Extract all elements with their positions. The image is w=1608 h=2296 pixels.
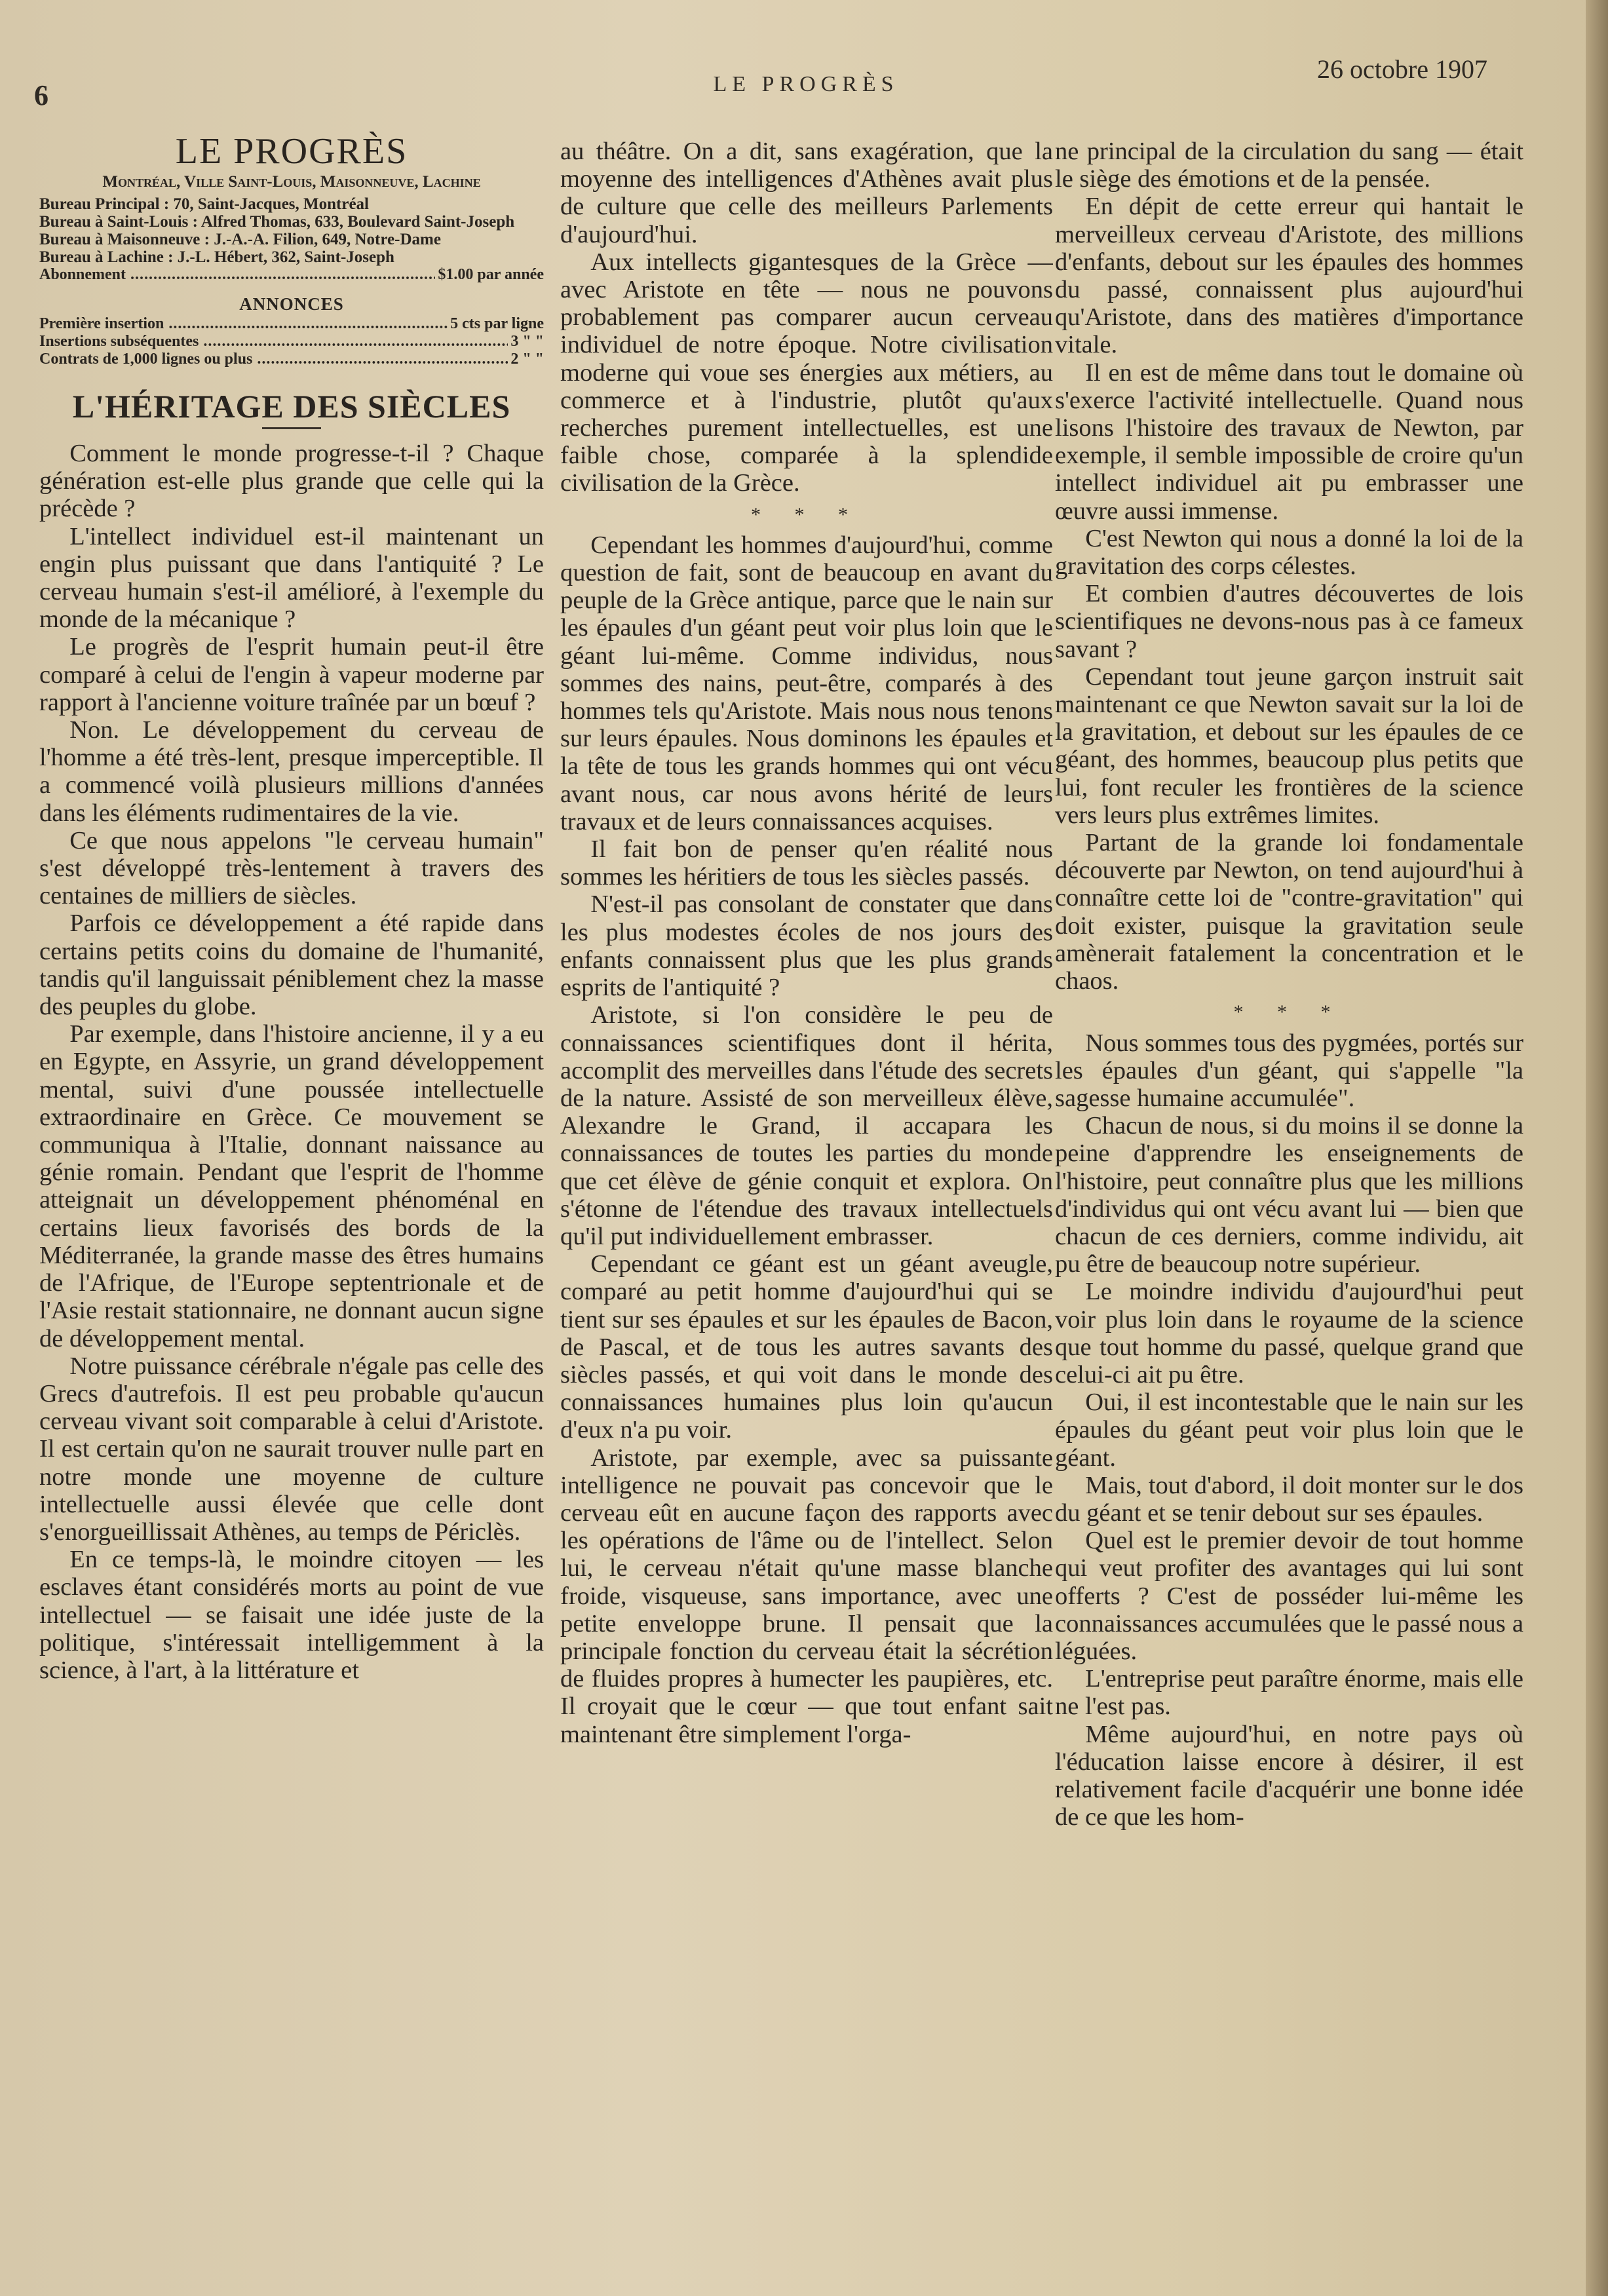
paragraph: Même aujourd'hui, en notre pays où l'éducation laisse encore à désirer, il est relativement facile d'acquérir une bonne idée de ce que les hom- (1055, 1720, 1523, 1831)
office-line: Bureau à Lachine : J.-L. Hébert, 362, Saint-Joseph (39, 248, 394, 266)
paragraph: Oui, il est incontestable que le nain sur les épaules du géant peut voir plus loin que le géant. (1055, 1388, 1523, 1472)
paragraph: Le moindre individu d'aujourd'hui peut voir plus loin dans le royaume de la science que tout homme du passé, quelque grand que celui-ci ait pu être. (1055, 1278, 1523, 1388)
paragraph: L'entreprise peut paraître énorme, mais elle ne l'est pas. (1055, 1665, 1523, 1721)
subscription-row (39, 266, 544, 284)
section-separator: * * * (1233, 1001, 1345, 1024)
col3-text-b (1055, 1029, 1523, 1831)
paragraph: Mais, tout d'abord, il doit monter sur le dos du géant et se tenir debout sur ses épaules. (1055, 1471, 1523, 1527)
running-title: LE PROGRÈS (713, 72, 899, 96)
annonce-row (39, 351, 544, 368)
annonce-value: 2 " " (510, 351, 544, 368)
paragraph: Cependant ce géant est un géant aveugle, comparé au petit homme d'aujourd'hui qui se tient sur ses épaules et sur les épaules de Bacon, de Pascal, et de tous les autres savants des siècles passés, et qui voit dans le monde des connaissances humaines plus loin qu'aucun d'eux n'a pu voir. (560, 1250, 1053, 1444)
masthead-places: Montréal, Ville Saint-Louis, Maisonneuve, Lachine (102, 173, 481, 191)
annonce-value: 5 cts par ligne (450, 315, 544, 332)
paragraph: N'est-il pas consolant de constater que dans les plus modestes écoles de nos jours des enfants connaissent plus que les plus grands esprits de l'antiquité ? (560, 890, 1053, 1002)
paragraph: Cependant les hommes d'aujourd'hui, comme question de fait, sont de beaucoup en avant du peuple de la Grèce antique, parce que le nain sur les épaules d'un géant peut voir plus loin que le géant lui-même. Comme individus, nous sommes des nains, peut-être, comparés à des hommes tels qu'Aristote. Mais nous nous tenons sur leurs épaules. Nous dominons les épaules et la tête de tous les grands hommes qui ont vécu avant nous, car nous avons hérité de leurs travaux et de leurs connaissances acquises. (560, 531, 1053, 835)
annonces-title: ANNONCES (239, 294, 344, 314)
office-line: Bureau à Maisonneuve : J.-A.-A. Filion, 649, Notre-Dame (39, 231, 441, 248)
issue-date: 26 octobre 1907 (1317, 54, 1487, 84)
subscription-value: $1.00 par année (438, 266, 544, 283)
masthead-title: LE PROGRÈS (175, 131, 408, 172)
paragraph: C'est Newton qui nous a donné la loi de la gravitation des corps célestes. (1055, 524, 1523, 581)
paragraph: Le progrès de l'esprit humain peut-il être comparé à celui de l'engin à vapeur moderne par rapport à l'ancienne voiture traînée par un bœuf ? (39, 633, 544, 716)
section-separator: * * * (751, 503, 862, 526)
subscription-label: Abonnement ..... (39, 266, 435, 284)
column-2 (560, 138, 1053, 2261)
paragraph: Cependant tout jeune garçon instruit sait maintenant ce que Newton savait sur la loi de la gravitation, et debout sur les épaules de ce géant, des hommes, beaucoup plus petits que lui, font reculer les frontières de la science vers leurs plus extrêmes limites. (1055, 662, 1523, 829)
paragraph: Parfois ce développement a été rapide dans certains petits coins du domaine de l'humanité, tandis qu'il languissait péniblement chez la masse des peuples du globe. (39, 909, 544, 1021)
office-line: Bureau Principal : 70, Saint-Jacques, Montréal (39, 195, 370, 213)
col2-text-a (560, 138, 1053, 497)
col1-text (39, 440, 544, 1684)
paragraph: L'intellect individuel est-il maintenant un engin plus puissant que dans l'antiquité ? Le cerveau humain s'est-il amélioré, à l'exemple du monde de la mécanique ? (39, 522, 544, 634)
paragraph: Quel est le premier devoir de tout homme qui veut profiter des avantages qui lui sont offerts ? C'est de posséder lui-même les connaissances accumulées que le passé nous a léguées. (1055, 1527, 1523, 1665)
binding-edge (1586, 0, 1608, 2296)
paragraph: Par exemple, dans l'histoire ancienne, il y a eu en Egypte, en Assyrie, un grand développement mental, suivi d'une poussée intellectuelle extraordinaire en Grèce. Ce mouvement se communiqua à l'Italie, donnant naissance au génie romain. Pendant que l'esprit de l'homme atteignait un développement phénoménal en certains lieux favorisés des bords de la Méditerranée, la grande masse des êtres humains de l'Afrique, de l'Europe septentrionale et de l'Asie restait stationnaire, ne donnant aucun signe de développement mental. (39, 1020, 544, 1352)
paragraph: au théâtre. On a dit, sans exagération, que la moyenne des intelligences d'Athènes avait plus de culture que celle des meilleurs Parlements d'aujourd'hui. (560, 138, 1053, 248)
paragraph: Comment le monde progresse-t-il ? Chaque génération est-elle plus grande que celle qui la précède ? (39, 440, 544, 523)
annonce-label: Insertions subséquentes ..... (39, 333, 508, 351)
paragraph: En dépit de cette erreur qui hantait le merveilleux cerveau d'Aristote, des millions d'enfants, debout sur les épaules des hommes du passé, connaissent plus aujourd'hui qu'Aristote, dans des matières d'importance vitale. (1055, 193, 1523, 359)
col3-text-a (1055, 138, 1523, 995)
paragraph: Partant de la grande loi fondamentale découverte par Newton, on tend aujourd'hui à connaître cette loi de "contre-gravitation" qui doit exister, puisque la gravitation seule amènerait fatalement la concentration et le chaos. (1055, 829, 1523, 995)
column-3 (1055, 138, 1523, 2261)
paragraph: Non. Le développement du cerveau de l'homme a été très-lent, presque imperceptible. Il a commencé voilà plusieurs millions d'années dans les éléments rudimentaires de la vie. (39, 716, 544, 827)
col2-text-b (560, 531, 1053, 1748)
annonce-row (39, 333, 544, 351)
annonce-value: 3 " " (510, 333, 544, 350)
paragraph: Aristote, par exemple, avec sa puissante intelligence ne pouvait pas concevoir que le cerveau eût en aucune façon des rapports avec les opérations de l'âme ou de l'intellect. Selon lui, le cerveau n'était qu'une masse blanche froide, visqueuse, sans importance, avec une petite enveloppe brune. Il pensait que la principale fonction du cerveau était la sécrétion de fluides propres à humecter les paupières, etc. Il croyait que le cœur — que tout enfant sait maintenant être simplement l'orga- (560, 1444, 1053, 1748)
paragraph: Chacun de nous, si du moins il se donne la peine d'apprendre les enseignements de l'histoire, peut connaître plus que les millions d'individus qui ont vécu avant lui — bien que chacun de ces derniers, comme individu, ait pu être de beaucoup notre supérieur. (1055, 1112, 1523, 1278)
paragraph: En ce temps-là, le moindre citoyen — les esclaves étant considérés morts au point de vue intellectuel — se faisait une idée juste de la politique, s'intéressait intelligemment à la science, à l'art, à la littérature et (39, 1546, 544, 1684)
paragraph: ne principal de la circulation du sang — était le siège des émotions et de la pensée. (1055, 138, 1523, 193)
article-headline: L'HÉRITAGE DES SIÈCLES (72, 388, 511, 425)
paragraph: Il en est de même dans tout le domaine où s'exerce l'activité intellectuelle. Quand nous lisons l'histoire des travaux de Newton, par exemple, il semble impossible de croire qu'un intellect individuel ait pu embrasser une œuvre aussi immense. (1055, 358, 1523, 525)
annonce-row (39, 315, 544, 333)
paragraph: Et combien d'autres découvertes de lois scientifiques ne devons-nous pas à ce fameux savant ? (1055, 580, 1523, 663)
paragraph: Nous sommes tous des pygmées, portés sur les épaules d'un géant, qui s'appelle "la sagesse humaine accumulée". (1055, 1029, 1523, 1112)
page-number: 6 (34, 79, 48, 111)
annonce-label: Contrats de 1,000 lignes ou plus ..... (39, 351, 508, 368)
paragraph: Ce que nous appelons "le cerveau humain" s'est développé très-lentement à travers des centaines de milliers de siècles. (39, 826, 544, 910)
paragraph: Il fait bon de penser qu'en réalité nous sommes les héritiers de tous les siècles passés. (560, 835, 1053, 891)
paragraph: Aux intellects gigantesques de la Grèce — avec Aristote en tête — nous ne pouvons probablement pas comparer aucun cerveau individuel de notre époque. Notre civilisation moderne qui voue ses énergies aux métiers, au commerce et à l'industrie, plutôt qu'aux recherches purement intellectuelles, est une faible chose, comparée à la splendide civilisation de la Grèce. (560, 248, 1053, 497)
office-line: Bureau à Saint-Louis : Alfred Thomas, 633, Boulevard Saint-Joseph (39, 213, 515, 231)
paragraph: Aristote, si l'on considère le peu de connaissances scientifiques dont il hérita, accomplit des merveilles dans l'étude des secrets de la nature. Assisté de son merveilleux élève, Alexandre le Grand, il accapara les connaissances de toutes les parties du monde que cet élève de génie conquit et explora. On s'étonne de l'étendue des travaux intellectuels qu'il put individuellement embrasser. (560, 1001, 1053, 1250)
annonce-label: Première insertion ..... (39, 315, 448, 333)
headline-rule (262, 427, 321, 429)
column-1 (39, 131, 544, 2254)
paragraph: Notre puissance cérébrale n'égale pas celle des Grecs d'autrefois. Il est peu probable qu'aucun cerveau vivant soit comparable à celui d'Aristote. Il est certain qu'on ne saurait trouver nulle part en notre monde une moyenne de culture intellectuelle aussi élevée que celle dont s'enorgueillissait Athènes, au temps de Périclès. (39, 1352, 544, 1546)
